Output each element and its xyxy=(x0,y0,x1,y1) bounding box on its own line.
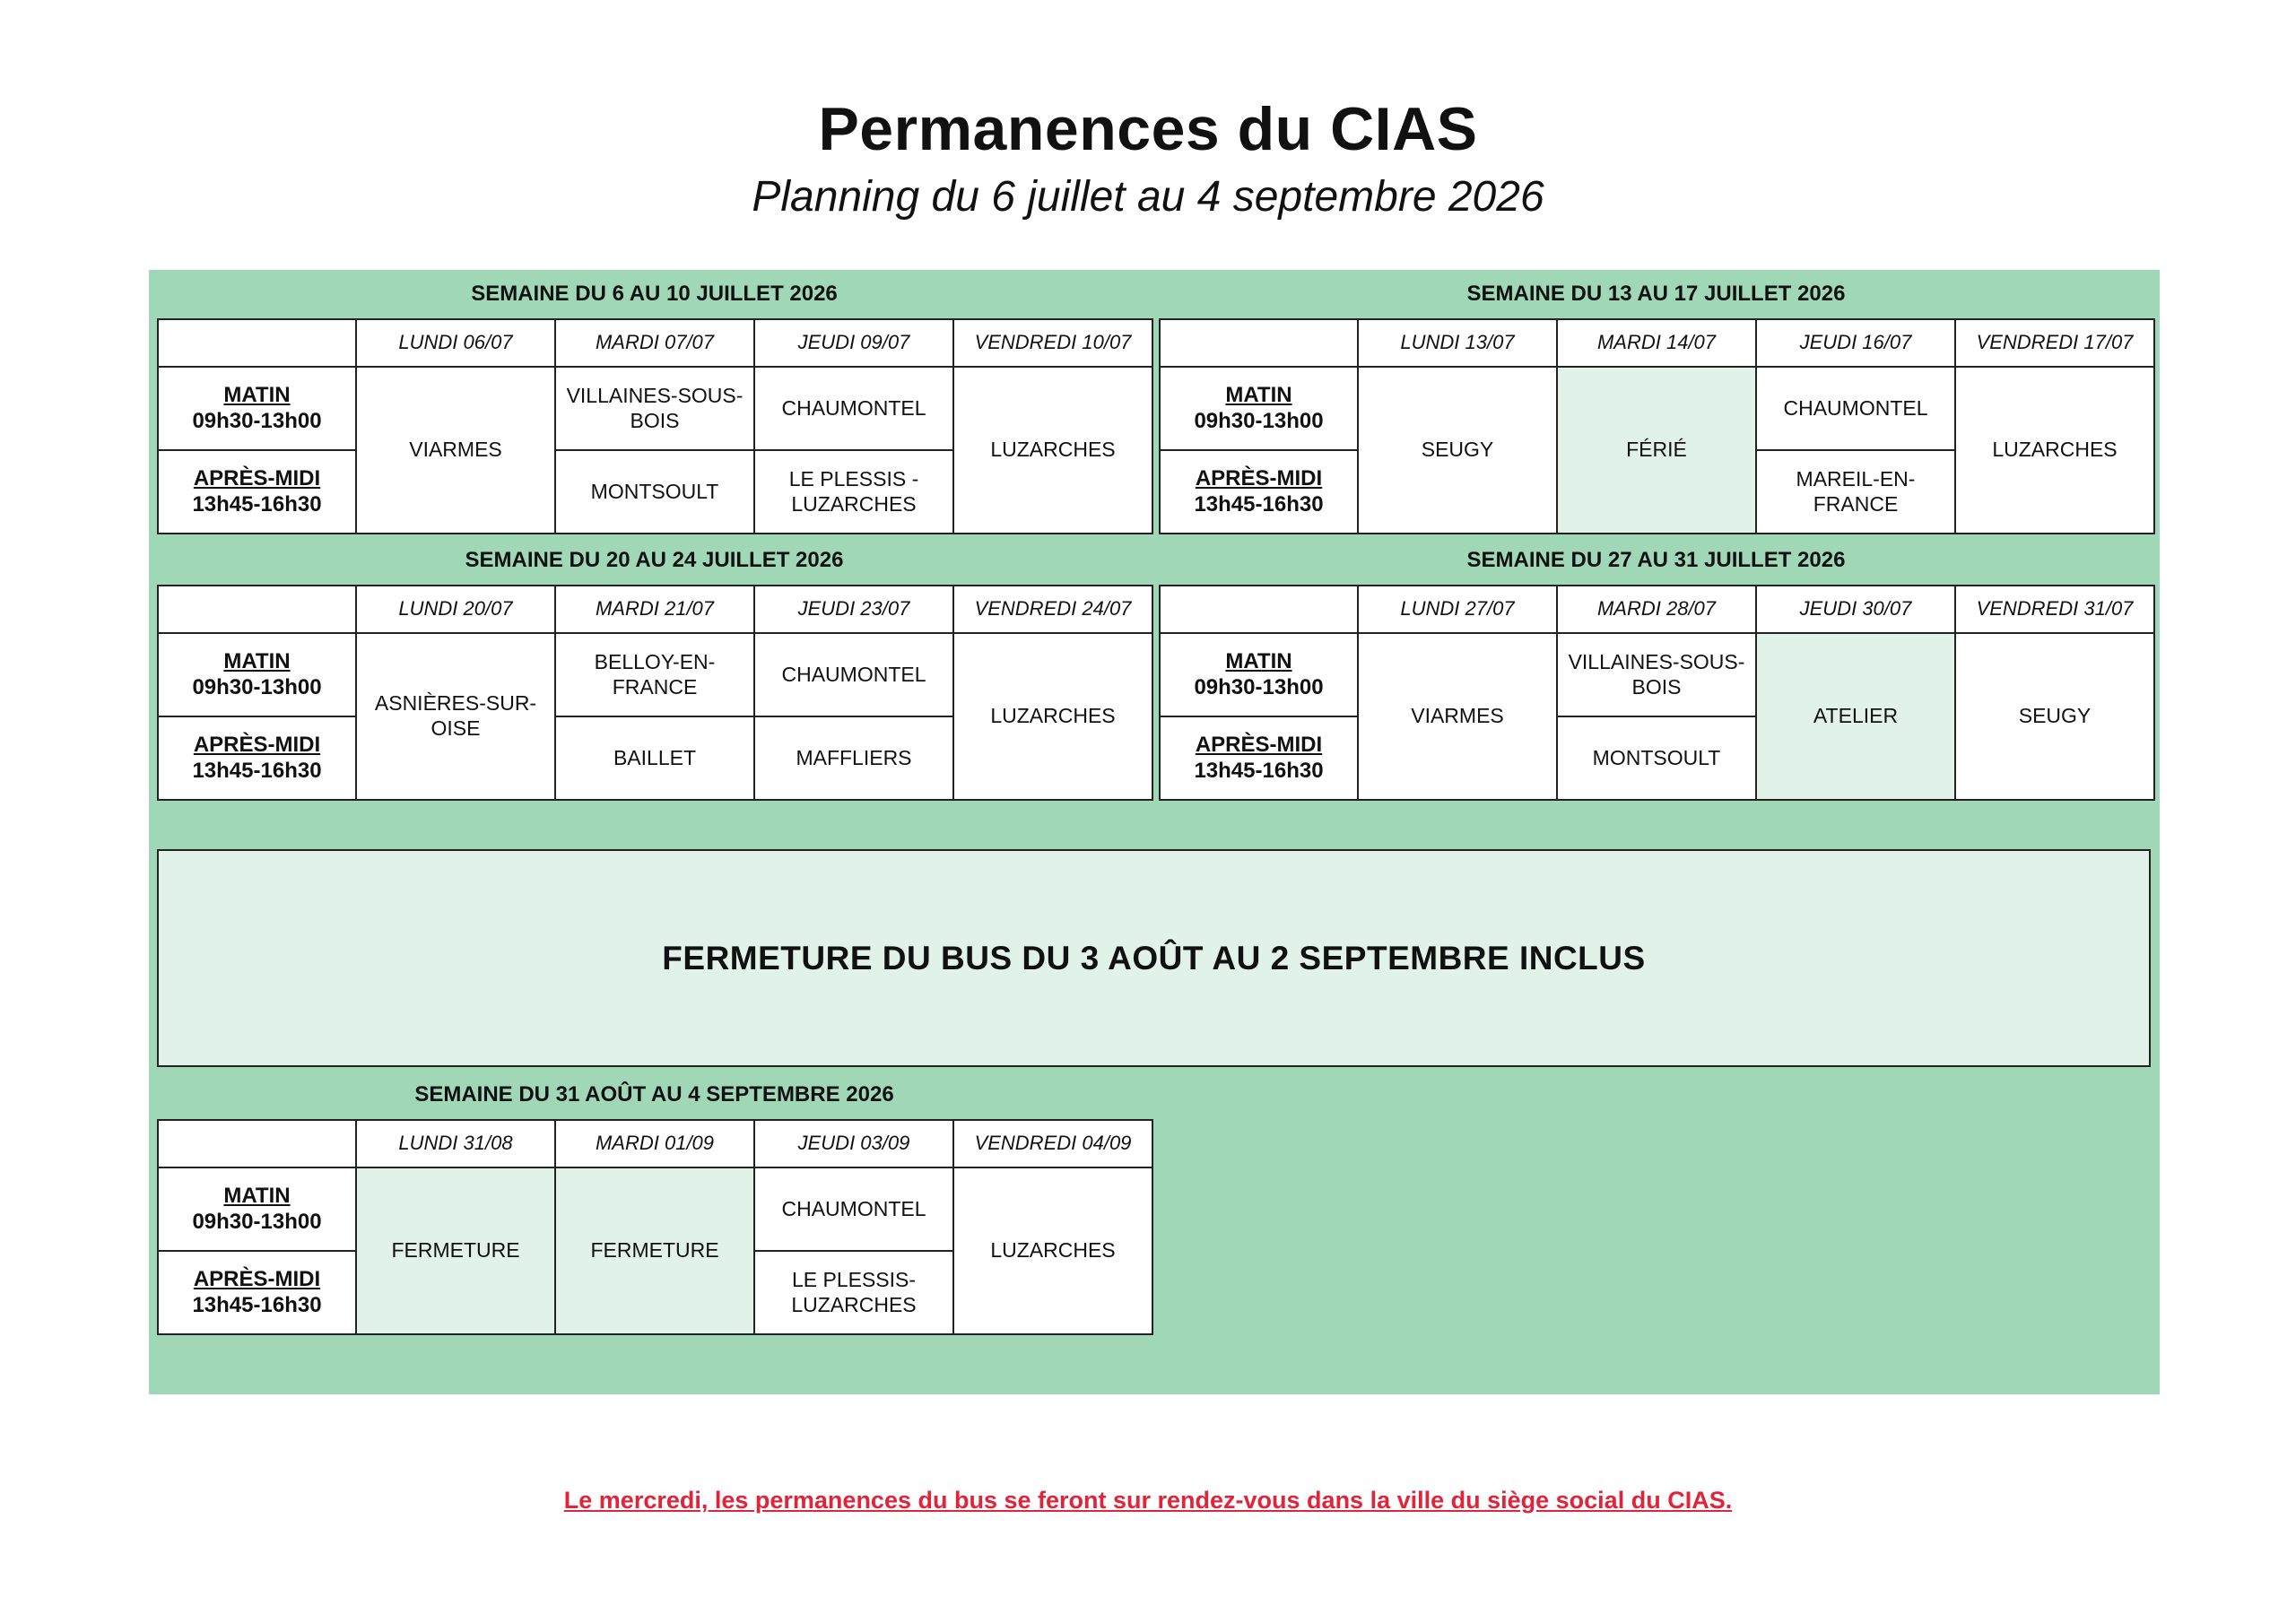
day-header: MARDI 14/07 xyxy=(1557,319,1756,367)
slot-hours: 13h45-16h30 xyxy=(192,1292,322,1317)
slot-morning xyxy=(158,633,356,716)
slot-hours: 09h30-13h00 xyxy=(192,674,322,699)
week-title: SEMAINE DU 20 AU 24 JUILLET 2026 xyxy=(465,548,844,572)
week-title: SEMAINE DU 31 AOÛT AU 4 SEPTEMBRE 2026 xyxy=(414,1082,894,1107)
schedule-cell: LUZARCHES xyxy=(953,633,1152,800)
holiday-cell: FÉRIÉ xyxy=(1557,367,1756,534)
day-header: LUNDI 13/07 xyxy=(1358,319,1557,367)
closed-cell: FERMETURE xyxy=(356,1167,555,1334)
week-table xyxy=(157,1119,1153,1335)
workshop-cell: ATELIER xyxy=(1756,633,1955,800)
slot-morning xyxy=(1160,633,1358,716)
schedule-cell: VIARMES xyxy=(356,367,555,534)
slot-hours: 09h30-13h00 xyxy=(192,408,322,433)
day-header: VENDREDI 04/09 xyxy=(953,1120,1152,1167)
wednesday-footnote: Le mercredi, les permanences du bus se feront sur rendez-vous dans la ville du siège social du CIAS. xyxy=(563,1487,1733,1514)
slot-label: APRÈS-MIDI xyxy=(1195,465,1323,490)
day-header: MARDI 01/09 xyxy=(555,1120,754,1167)
week-table xyxy=(157,318,1153,534)
schedule-cell: CHAUMONTEL xyxy=(754,367,953,450)
schedule-cell: MAFFLIERS xyxy=(754,716,953,800)
week-title: SEMAINE DU 27 AU 31 JUILLET 2026 xyxy=(1466,548,1846,572)
schedule-cell: MONTSOULT xyxy=(555,450,754,534)
day-header: VENDREDI 24/07 xyxy=(953,586,1152,633)
schedule-cell: LE PLESSIS -LUZARCHES xyxy=(754,450,953,534)
day-header: MARDI 28/07 xyxy=(1557,586,1756,633)
corner-cell xyxy=(1160,319,1358,367)
slot-label: APRÈS-MIDI xyxy=(193,465,321,490)
week-2 xyxy=(1159,270,2153,534)
schedule-cell: VIARMES xyxy=(1358,633,1557,800)
week-table xyxy=(157,585,1153,801)
day-header: MARDI 21/07 xyxy=(555,586,754,633)
schedule-cell: SEUGY xyxy=(1358,367,1557,534)
week-table xyxy=(1159,318,2155,534)
page-title: Permanences du CIAS xyxy=(818,95,1478,163)
slot-label: MATIN xyxy=(1225,382,1292,407)
slot-label: MATIN xyxy=(223,382,291,407)
slot-label: MATIN xyxy=(1225,648,1292,673)
schedule-cell: MAREIL-EN-FRANCE xyxy=(1756,450,1955,534)
week-1 xyxy=(157,270,1152,534)
slot-afternoon xyxy=(158,450,356,534)
slot-label: APRÈS-MIDI xyxy=(1195,732,1323,757)
schedule-cell: CHAUMONTEL xyxy=(754,633,953,716)
week-title: SEMAINE DU 6 AU 10 JUILLET 2026 xyxy=(471,282,838,306)
slot-morning xyxy=(1160,367,1358,450)
slot-label: MATIN xyxy=(223,1183,291,1208)
slot-hours: 13h45-16h30 xyxy=(192,491,322,516)
schedule-cell: CHAUMONTEL xyxy=(754,1167,953,1251)
corner-cell xyxy=(1160,586,1358,633)
schedule-cell: CHAUMONTEL xyxy=(1756,367,1955,450)
slot-label: APRÈS-MIDI xyxy=(193,732,321,757)
schedule-cell: BAILLET xyxy=(555,716,754,800)
day-header: LUNDI 06/07 xyxy=(356,319,555,367)
slot-hours: 09h30-13h00 xyxy=(1194,674,1324,699)
slot-hours: 13h45-16h30 xyxy=(1194,758,1324,783)
slot-hours: 13h45-16h30 xyxy=(1194,491,1324,516)
slot-hours: 09h30-13h00 xyxy=(1194,408,1324,433)
corner-cell xyxy=(158,1120,356,1167)
day-header: LUNDI 31/08 xyxy=(356,1120,555,1167)
day-header: JEUDI 16/07 xyxy=(1756,319,1955,367)
slot-morning xyxy=(158,1167,356,1251)
schedule-cell: ASNIÈRES-SUR-OISE xyxy=(356,633,555,800)
slot-afternoon xyxy=(1160,450,1358,534)
schedule-cell: LE PLESSIS-LUZARCHES xyxy=(754,1251,953,1334)
week-3 xyxy=(157,536,1152,801)
slot-afternoon xyxy=(1160,716,1358,800)
schedule-cell: LUZARCHES xyxy=(1955,367,2154,534)
day-header: MARDI 07/07 xyxy=(555,319,754,367)
day-header: JEUDI 09/07 xyxy=(754,319,953,367)
slot-label: APRÈS-MIDI xyxy=(193,1266,321,1291)
schedule-cell: VILLAINES-SOUS-BOIS xyxy=(555,367,754,450)
slot-hours: 09h30-13h00 xyxy=(192,1209,322,1234)
slot-hours: 13h45-16h30 xyxy=(192,758,322,783)
week-title: SEMAINE DU 13 AU 17 JUILLET 2026 xyxy=(1466,282,1846,306)
schedule-cell: LUZARCHES xyxy=(953,367,1152,534)
day-header: JEUDI 23/07 xyxy=(754,586,953,633)
closure-notice: FERMETURE DU BUS DU 3 AOÛT AU 2 SEPTEMBRE INCLUS xyxy=(157,849,2151,1067)
page-subtitle: Planning du 6 juillet au 4 septembre 2026 xyxy=(752,173,1544,221)
day-header: VENDREDI 17/07 xyxy=(1955,319,2154,367)
week-4 xyxy=(1159,536,2153,801)
day-header: LUNDI 27/07 xyxy=(1358,586,1557,633)
day-header: JEUDI 03/09 xyxy=(754,1120,953,1167)
slot-afternoon xyxy=(158,716,356,800)
slot-afternoon xyxy=(158,1251,356,1334)
day-header: VENDREDI 31/07 xyxy=(1955,586,2154,633)
day-header: LUNDI 20/07 xyxy=(356,586,555,633)
closed-cell: FERMETURE xyxy=(555,1167,754,1334)
schedule-cell: LUZARCHES xyxy=(953,1167,1152,1334)
corner-cell xyxy=(158,586,356,633)
week-5 xyxy=(157,1071,1152,1335)
slot-label: MATIN xyxy=(223,648,291,673)
schedule-cell: BELLOY-EN-FRANCE xyxy=(555,633,754,716)
schedule-cell: VILLAINES-SOUS-BOIS xyxy=(1557,633,1756,716)
schedule-cell: SEUGY xyxy=(1955,633,2154,800)
day-header: JEUDI 30/07 xyxy=(1756,586,1955,633)
slot-morning xyxy=(158,367,356,450)
schedule-cell: MONTSOULT xyxy=(1557,716,1756,800)
corner-cell xyxy=(158,319,356,367)
day-header: VENDREDI 10/07 xyxy=(953,319,1152,367)
week-table xyxy=(1159,585,2155,801)
